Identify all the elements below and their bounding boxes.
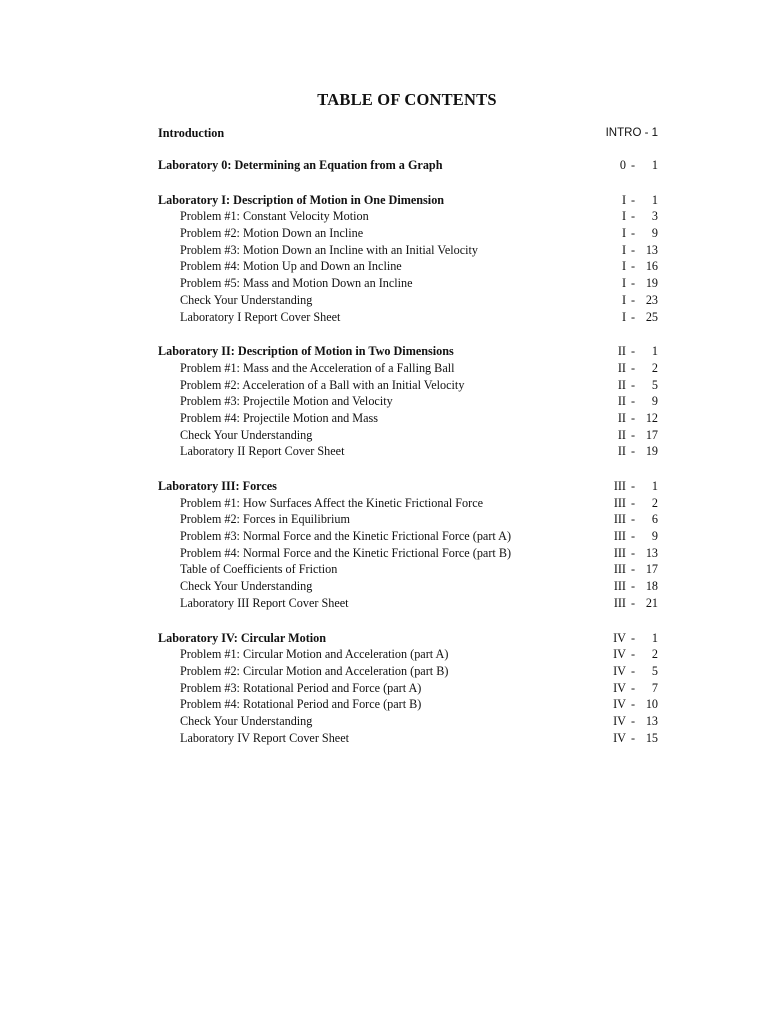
toc-chapter-numeral: IV xyxy=(613,713,626,728)
toc-entry-label: Problem #5: Mass and Motion Down an Incline xyxy=(180,276,413,291)
toc-chapter-numeral: II xyxy=(617,394,626,409)
toc-entry-introduction[interactable] xyxy=(158,126,658,144)
toc-chapter-numeral: IV xyxy=(613,730,626,745)
toc-separator: - xyxy=(630,344,636,359)
toc-page-number: INTRO - 1 xyxy=(605,127,658,139)
toc-separator: - xyxy=(630,630,636,645)
toc-entry[interactable] xyxy=(158,578,658,595)
toc-separator: - xyxy=(630,192,636,207)
toc-entry-label: Table of Coefficients of Friction xyxy=(180,562,338,577)
toc-entry[interactable] xyxy=(158,561,658,578)
toc-separator: - xyxy=(630,394,636,409)
toc-separator: - xyxy=(630,209,636,224)
toc-entry[interactable] xyxy=(158,427,658,444)
toc-entry[interactable] xyxy=(158,511,658,528)
toc-entry-label: Laboratory III: Forces xyxy=(158,479,277,493)
toc-separator: - xyxy=(630,579,636,594)
toc-chapter-numeral: I xyxy=(621,259,626,274)
toc-chapter-numeral: III xyxy=(613,595,626,610)
toc-entry[interactable] xyxy=(158,595,658,612)
toc-page-numeral: 9 xyxy=(651,226,658,241)
toc-page-number xyxy=(604,192,658,209)
toc-page-numeral: 2 xyxy=(651,495,658,510)
toc-separator: - xyxy=(630,697,636,712)
toc-separator: - xyxy=(630,377,636,392)
toc-section xyxy=(158,343,658,460)
toc-separator: - xyxy=(630,512,636,527)
toc-entry-label: Laboratory I Report Cover Sheet xyxy=(180,309,341,324)
toc-separator: - xyxy=(630,713,636,728)
toc-entry[interactable] xyxy=(158,696,658,713)
toc-page-number xyxy=(604,157,658,174)
toc-page-numeral: 1 xyxy=(651,192,658,207)
toc-entry-label: Problem #1: Mass and the Acceleration of a Falling Ball xyxy=(180,360,455,375)
toc-page-number xyxy=(604,528,658,545)
toc-section-heading[interactable] xyxy=(158,157,658,174)
toc-entry-label: Problem #4: Rotational Period and Force (part B) xyxy=(180,697,422,712)
toc-entry-label: Laboratory IV Report Cover Sheet xyxy=(180,730,350,745)
toc-entry-label: Problem #3: Normal Force and the Kinetic Frictional Force (part A) xyxy=(180,529,512,544)
toc-page-numeral: 7 xyxy=(651,680,658,695)
toc-chapter-numeral: II xyxy=(617,427,626,442)
toc-entry-label: Problem #4: Projectile Motion and Mass xyxy=(180,410,379,425)
toc-separator: - xyxy=(630,276,636,291)
toc-page-numeral: 3 xyxy=(651,209,658,224)
toc-section-heading[interactable] xyxy=(158,192,658,209)
toc-chapter-numeral: II xyxy=(617,344,626,359)
toc-entry-label: Check Your Understanding xyxy=(180,579,313,594)
toc-page-number xyxy=(604,242,658,259)
toc-separator: - xyxy=(630,259,636,274)
toc-page-numeral: 21 xyxy=(645,595,658,610)
toc-chapter-numeral: III xyxy=(613,579,626,594)
toc-entry[interactable] xyxy=(158,443,658,460)
toc-chapter-numeral: III xyxy=(613,562,626,577)
toc-page-number xyxy=(604,561,658,578)
toc-entry-label: Problem #4: Motion Up and Down an Incline xyxy=(180,259,402,274)
toc-entry-label: Problem #1: Constant Velocity Motion xyxy=(180,209,369,224)
toc-section xyxy=(158,630,658,747)
toc-page-number xyxy=(604,343,658,360)
toc-page-numeral: 1 xyxy=(651,479,658,493)
toc-chapter-numeral: III xyxy=(613,479,626,493)
toc-page-number xyxy=(604,730,658,747)
toc-entry-label: Problem #2: Acceleration of a Ball with an Initial Velocity xyxy=(180,377,465,392)
toc-page-number xyxy=(604,309,658,326)
toc-page-number xyxy=(604,630,658,647)
toc-page-number xyxy=(604,713,658,730)
toc-page-numeral: 15 xyxy=(645,730,658,745)
toc-separator: - xyxy=(630,309,636,324)
toc-page-number xyxy=(604,495,658,512)
toc-entry-label: Laboratory I: Description of Motion in One Dimension xyxy=(158,192,445,207)
toc-chapter-numeral: III xyxy=(613,495,626,510)
toc-entry-label: Check Your Understanding xyxy=(180,292,313,307)
toc-entry[interactable] xyxy=(158,242,658,259)
toc-entry[interactable] xyxy=(158,360,658,377)
toc-entry-label: Problem #4: Normal Force and the Kinetic Frictional Force (part B) xyxy=(180,545,512,560)
toc-separator: - xyxy=(630,226,636,241)
toc-page-numeral: 23 xyxy=(645,292,658,307)
toc-entry[interactable] xyxy=(158,646,658,663)
toc-page-number xyxy=(604,478,658,495)
toc-separator: - xyxy=(630,647,636,662)
toc-separator: - xyxy=(630,495,636,510)
toc-entry-label: Problem #3: Projectile Motion and Velocity xyxy=(180,394,393,409)
toc-entry-label: Introduction xyxy=(158,126,225,140)
toc-chapter-numeral: 0 xyxy=(619,158,626,172)
toc-chapter-numeral: I xyxy=(621,209,626,224)
toc-page-numeral: 13 xyxy=(645,545,658,560)
toc-page-number xyxy=(604,275,658,292)
toc-entry-label: Problem #3: Motion Down an Incline with an Initial Velocity xyxy=(180,242,478,257)
toc-separator: - xyxy=(630,479,636,493)
toc-page-number xyxy=(604,377,658,394)
toc-section xyxy=(158,157,658,174)
toc-page-numeral: 5 xyxy=(651,377,658,392)
table-of-contents xyxy=(158,157,658,764)
toc-page-number xyxy=(604,646,658,663)
toc-entry[interactable] xyxy=(158,545,658,562)
toc-separator: - xyxy=(630,444,636,459)
toc-entry-label: Check Your Understanding xyxy=(180,713,313,728)
toc-page-numeral: 9 xyxy=(651,394,658,409)
toc-entry[interactable] xyxy=(158,663,658,680)
toc-separator: - xyxy=(630,529,636,544)
toc-separator: - xyxy=(630,595,636,610)
toc-entry[interactable] xyxy=(158,393,658,410)
toc-entry[interactable] xyxy=(158,309,658,326)
toc-page-number xyxy=(604,578,658,595)
toc-entry-label: Problem #1: How Surfaces Affect the Kinetic Frictional Force xyxy=(180,495,484,510)
toc-chapter-numeral: II xyxy=(617,377,626,392)
toc-page-number xyxy=(604,360,658,377)
toc-separator: - xyxy=(630,427,636,442)
toc-entry[interactable] xyxy=(158,377,658,394)
toc-entry[interactable] xyxy=(158,528,658,545)
toc-page-number xyxy=(604,393,658,410)
toc-page-numeral: 1 xyxy=(651,630,658,645)
toc-page-numeral: 17 xyxy=(645,562,658,577)
toc-section-heading[interactable] xyxy=(158,343,658,360)
toc-chapter-numeral: I xyxy=(621,309,626,324)
toc-entry[interactable] xyxy=(158,225,658,242)
toc-chapter-numeral: IV xyxy=(613,680,626,695)
toc-separator: - xyxy=(630,410,636,425)
toc-entry-label: Problem #1: Circular Motion and Acceleration (part A) xyxy=(180,647,449,662)
toc-chapter-numeral: I xyxy=(621,226,626,241)
toc-page-numeral: 13 xyxy=(645,242,658,257)
toc-section-heading[interactable] xyxy=(158,478,658,495)
toc-entry-label: Laboratory 0: Determining an Equation from a Graph xyxy=(158,158,443,172)
toc-separator: - xyxy=(630,680,636,695)
toc-chapter-numeral: IV xyxy=(613,697,626,712)
toc-page-number xyxy=(604,663,658,680)
toc-separator: - xyxy=(630,730,636,745)
toc-entry-label: Problem #3: Rotational Period and Force (part A) xyxy=(180,680,422,695)
toc-chapter-numeral: I xyxy=(621,242,626,257)
toc-page-number xyxy=(604,595,658,612)
toc-chapter-numeral: I xyxy=(621,276,626,291)
toc-page-number xyxy=(604,545,658,562)
toc-section xyxy=(158,192,658,326)
toc-page-numeral: 2 xyxy=(651,647,658,662)
toc-entry[interactable] xyxy=(158,730,658,747)
toc-entry[interactable] xyxy=(158,495,658,512)
toc-chapter-numeral: I xyxy=(621,192,626,207)
toc-page-number xyxy=(604,680,658,697)
toc-separator: - xyxy=(630,360,636,375)
toc-page-numeral: 1 xyxy=(651,344,658,359)
toc-entry-label: Laboratory II Report Cover Sheet xyxy=(180,444,345,459)
toc-entry-label: Check Your Understanding xyxy=(180,427,313,442)
toc-page-numeral: 16 xyxy=(645,259,658,274)
toc-entry-label: Problem #2: Forces in Equilibrium xyxy=(180,512,350,527)
toc-page-numeral: 17 xyxy=(645,427,658,442)
toc-entry[interactable] xyxy=(158,275,658,292)
toc-page-numeral: 5 xyxy=(651,663,658,678)
toc-page-number xyxy=(604,443,658,460)
toc-separator: - xyxy=(630,292,636,307)
toc-page-number xyxy=(604,696,658,713)
toc-page-numeral: 2 xyxy=(651,360,658,375)
toc-entry[interactable] xyxy=(158,292,658,309)
toc-chapter-numeral: I xyxy=(621,292,626,307)
toc-section xyxy=(158,478,658,612)
toc-page-numeral: 6 xyxy=(651,512,658,527)
toc-chapter-numeral: III xyxy=(613,529,626,544)
toc-entry-label: Laboratory III Report Cover Sheet xyxy=(180,595,349,610)
toc-entry[interactable] xyxy=(158,410,658,427)
toc-chapter-numeral: IV xyxy=(613,663,626,678)
toc-page-number xyxy=(604,511,658,528)
toc-chapter-numeral: III xyxy=(613,512,626,527)
toc-entry[interactable] xyxy=(158,208,658,225)
toc-entry[interactable] xyxy=(158,713,658,730)
toc-entry-label: Problem #2: Circular Motion and Acceleration (part B) xyxy=(180,663,449,678)
toc-page-numeral: 19 xyxy=(645,444,658,459)
toc-separator: - xyxy=(630,562,636,577)
toc-page-numeral: 9 xyxy=(651,529,658,544)
toc-page-numeral: 1 xyxy=(651,158,658,172)
page-title: TABLE OF CONTENTS xyxy=(317,90,497,109)
toc-separator: - xyxy=(630,663,636,678)
toc-page-number xyxy=(604,258,658,275)
toc-entry[interactable] xyxy=(158,258,658,275)
toc-page-number xyxy=(604,427,658,444)
toc-chapter-numeral: II xyxy=(617,360,626,375)
toc-page-number xyxy=(604,208,658,225)
toc-page-numeral: 13 xyxy=(645,713,658,728)
toc-entry-label: Problem #2: Motion Down an Incline xyxy=(180,226,364,241)
toc-entry-label: Laboratory II: Description of Motion in Two Dimensions xyxy=(158,344,454,359)
toc-separator: - xyxy=(630,158,636,172)
toc-separator: - xyxy=(630,545,636,560)
toc-page-numeral: 18 xyxy=(645,579,658,594)
toc-page-number xyxy=(604,410,658,427)
toc-page-number xyxy=(604,225,658,242)
toc-separator: - xyxy=(630,242,636,257)
toc-page-numeral: 12 xyxy=(645,410,658,425)
toc-page-numeral: 25 xyxy=(645,309,658,324)
toc-chapter-numeral: II xyxy=(617,410,626,425)
toc-entry-label: Laboratory IV: Circular Motion xyxy=(158,630,327,645)
toc-entry[interactable] xyxy=(158,680,658,697)
toc-chapter-numeral: IV xyxy=(613,630,626,645)
toc-section-heading[interactable] xyxy=(158,630,658,647)
toc-page-number xyxy=(604,292,658,309)
toc-chapter-numeral: III xyxy=(613,545,626,560)
toc-page-numeral: 19 xyxy=(645,276,658,291)
toc-chapter-numeral: II xyxy=(617,444,626,459)
toc-page-numeral: 10 xyxy=(645,697,658,712)
toc-chapter-numeral: IV xyxy=(613,647,626,662)
